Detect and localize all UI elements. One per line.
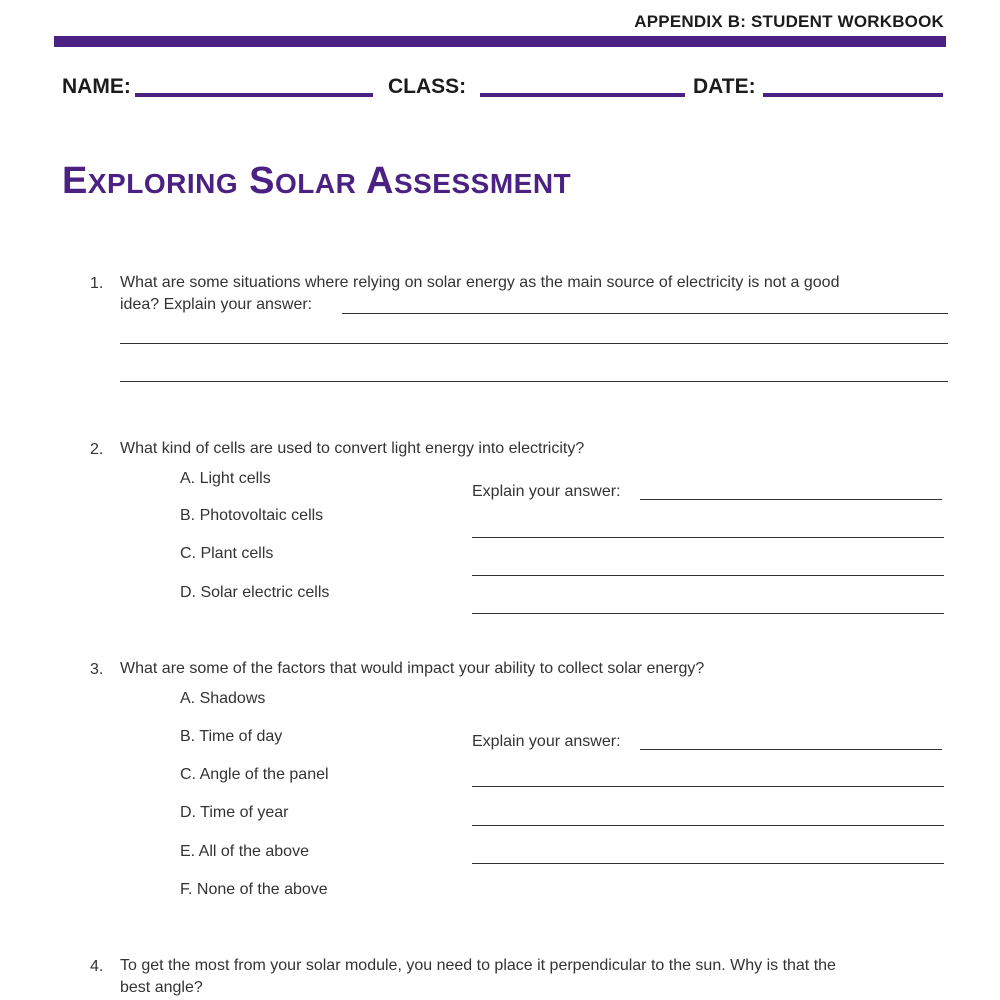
question-3-explain-line-3[interactable] xyxy=(472,825,944,826)
question-4-text-line-1: To get the most from your solar module, you need to place it perpendicular to the sun. Why is that the xyxy=(120,957,836,974)
question-3-explain-line-1[interactable] xyxy=(640,749,942,750)
question-2-explain-line-2[interactable] xyxy=(472,537,944,538)
title-word-2-cap: S xyxy=(249,160,276,202)
question-2-option-b[interactable]: B. Photovoltaic cells xyxy=(180,507,324,524)
class-field[interactable] xyxy=(480,93,685,97)
question-2-explain-line-3[interactable] xyxy=(472,575,944,576)
question-3-option-f[interactable]: F. None of the above xyxy=(180,881,328,898)
name-field[interactable] xyxy=(135,93,373,97)
question-3-text: What are some of the factors that would impact your ability to collect solar energy? xyxy=(120,660,705,677)
question-3-option-b[interactable]: B. Time of day xyxy=(180,728,283,745)
question-2-explain-line-1[interactable] xyxy=(640,499,942,500)
title-word-2-rest: OLAR xyxy=(275,168,357,199)
class-label: CLASS: xyxy=(388,75,467,98)
question-3-explain-label: Explain your answer: xyxy=(472,733,621,750)
title-word-1-rest: XPLORING xyxy=(87,168,239,199)
question-1-answer-line-1[interactable] xyxy=(342,313,948,314)
question-2-text: What kind of cells are used to convert light energy into electricity? xyxy=(120,440,585,457)
question-1-number: 1. xyxy=(90,275,104,292)
name-label: NAME: xyxy=(62,75,131,98)
question-2-number: 2. xyxy=(90,441,104,458)
appendix-header: APPENDIX B: STUDENT WORKBOOK xyxy=(634,12,944,31)
title-word-3-cap: A xyxy=(366,160,394,202)
question-1-text-line-2: idea? Explain your answer: xyxy=(120,296,313,313)
question-1-answer-line-3[interactable] xyxy=(120,381,948,382)
question-2-option-d[interactable]: D. Solar electric cells xyxy=(180,584,330,601)
question-3-explain-line-4[interactable] xyxy=(472,863,944,864)
question-3-option-a[interactable]: A. Shadows xyxy=(180,690,266,707)
question-3-explain-line-2[interactable] xyxy=(472,786,944,787)
title-word-3-rest: SSESSMENT xyxy=(393,168,572,199)
question-2-option-c[interactable]: C. Plant cells xyxy=(180,545,274,562)
question-1-answer-line-2[interactable] xyxy=(120,343,948,344)
header-rule xyxy=(54,36,946,47)
question-2-option-a[interactable]: A. Light cells xyxy=(180,470,271,487)
date-label: DATE: xyxy=(693,75,756,98)
question-3-option-d[interactable]: D. Time of year xyxy=(180,804,289,821)
question-4-text-line-2: best angle? xyxy=(120,979,203,996)
question-2-explain-label: Explain your answer: xyxy=(472,483,621,500)
question-3-option-e[interactable]: E. All of the above xyxy=(180,843,309,860)
question-3-number: 3. xyxy=(90,661,104,678)
question-3-option-c[interactable]: C. Angle of the panel xyxy=(180,766,329,783)
question-4-number: 4. xyxy=(90,958,104,975)
date-field[interactable] xyxy=(763,93,943,97)
title-word-1-cap: E xyxy=(62,160,88,202)
question-2-explain-line-4[interactable] xyxy=(472,613,944,614)
page-title xyxy=(62,160,571,203)
question-1-text-line-1: What are some situations where relying on solar energy as the main source of electricity is not a good xyxy=(120,274,840,291)
